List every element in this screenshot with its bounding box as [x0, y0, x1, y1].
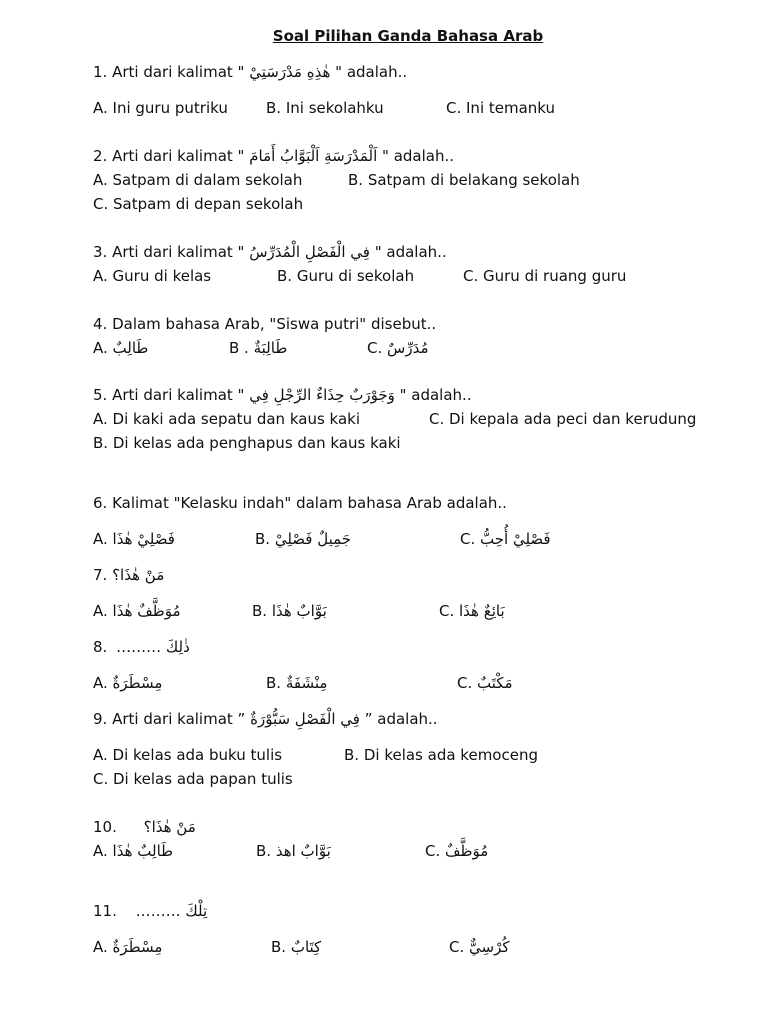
- q4-option-c: C. مُدَرِّسٌ: [367, 339, 429, 357]
- question-6: 6. Kalimat "Kelasku indah" dalam bahasa Arab adalah..: [93, 494, 507, 512]
- q6-option-c: C. فَصْلِيْ أُحِبُّ: [460, 530, 551, 548]
- q5-option-c: C. Di kepala ada peci dan kerudung: [429, 410, 697, 428]
- question-2: 2. Arti dari kalimat " اَلْمَدْرَسَةِ اَلْبَوَّابُ أَمَامَ " adalah..: [93, 147, 455, 165]
- q4-option-a: A. طَالِبٌ: [93, 339, 149, 357]
- q9-option-c: C. Di kelas ada papan tulis: [93, 770, 293, 788]
- question-7: 7. مَنْ هٰذَا؟: [93, 566, 165, 584]
- q8-option-a: A. مِسْطَرَةٌ: [93, 674, 163, 692]
- question-8-arabic: ذٰلِكَ: [165, 638, 190, 656]
- q1-option-c: C. Ini temanku: [446, 99, 556, 117]
- page-title: Soal Pilihan Ganda Bahasa Arab: [272, 27, 544, 45]
- question-8: 8. ……… ذٰلِكَ: [93, 638, 190, 656]
- question-9-arabic: فِي الْفَصْلِ سَبُّوْرَةٌ: [250, 710, 360, 728]
- q5-option-b: B. Di kelas ada penghapus dan kaus kaki: [93, 434, 401, 452]
- q8-option-c: C. مَكْتَبٌ: [457, 674, 513, 692]
- question-9: 9. Arti dari kalimat ” فِي الْفَصْلِ سَبُّوْرَةٌ ” adalah..: [93, 710, 438, 728]
- q1-option-b: B. Ini sekolahku: [266, 99, 384, 117]
- question-3-arabic: فِي الْفَصْلِ الْمُدَرِّسُ: [249, 243, 370, 261]
- question-10-arabic: مَنْ هٰذَا؟: [143, 818, 196, 836]
- q10-option-a: A. طَالِبٌ هٰذَا: [93, 842, 174, 860]
- q8-option-b: B. مِنْشَفَةٌ: [266, 674, 328, 692]
- q7-option-a: A. مُوَظَّفٌ هٰذَا: [93, 602, 181, 620]
- q10-option-b: B. بَوَّابٌ اهذ: [256, 842, 331, 860]
- q10-option-c: C. مُوَظَّفٌ: [425, 842, 489, 860]
- question-11-arabic: تِلْكَ: [185, 902, 208, 920]
- question-4: 4. Dalam bahasa Arab, "Siswa putri" disebut..: [93, 315, 437, 333]
- q11-option-b: B. كِتَابٌ: [271, 938, 322, 956]
- question-7-arabic: مَنْ هٰذَا؟: [112, 566, 165, 584]
- q11-option-a: A. مِسْطَرَةٌ: [93, 938, 163, 956]
- q1-option-a: A. Ini guru putriku: [93, 99, 228, 117]
- q9-option-a: A. Di kelas ada buku tulis: [93, 746, 283, 764]
- question-11: 11. ……… تِلْكَ: [93, 902, 208, 920]
- question-5: 5. Arti dari kalimat " وَجَوْرَبٌ حِذَاءٌ الرِّجْلِ فِي " adalah..: [93, 386, 472, 404]
- q2-option-b: B. Satpam di belakang sekolah: [348, 171, 580, 189]
- q3-option-c: C. Guru di ruang guru: [463, 267, 627, 285]
- q9-option-b: B. Di kelas ada kemoceng: [344, 746, 538, 764]
- q6-option-a: A. فَصْلِيْ هٰذَا: [93, 530, 175, 548]
- q4-option-b: B . طَالِبَةٌ: [229, 339, 288, 357]
- q6-option-b: B. جَمِيلٌ فَصْلِيْ: [255, 530, 352, 548]
- q2-option-a: A. Satpam di dalam sekolah: [93, 171, 303, 189]
- q7-option-b: B. بَوَّابٌ هٰذَا: [252, 602, 327, 620]
- q7-option-c: C. بَائِعٌ هٰذَا: [439, 602, 505, 620]
- question-1: 1. Arti dari kalimat " هٰذِهِ مَدْرَسَتِيْ " adalah..: [93, 63, 408, 81]
- q2-option-c: C. Satpam di depan sekolah: [93, 195, 304, 213]
- q5-option-a: A. Di kaki ada sepatu dan kaus kaki: [93, 410, 361, 428]
- question-10: 10. مَنْ هٰذَا؟: [93, 818, 196, 836]
- question-5-arabic: وَجَوْرَبٌ حِذَاءٌ الرِّجْلِ فِي: [249, 386, 395, 404]
- question-2-arabic: اَلْمَدْرَسَةِ اَلْبَوَّابُ أَمَامَ: [249, 147, 378, 165]
- q3-option-b: B. Guru di sekolah: [277, 267, 415, 285]
- q11-option-c: C. كُرْسِيٌّ: [449, 938, 510, 956]
- question-3: 3. Arti dari kalimat " فِي الْفَصْلِ الْمُدَرِّسُ " adalah..: [93, 243, 447, 261]
- q3-option-a: A. Guru di kelas: [93, 267, 212, 285]
- question-1-arabic: هٰذِهِ مَدْرَسَتِيْ: [249, 63, 331, 81]
